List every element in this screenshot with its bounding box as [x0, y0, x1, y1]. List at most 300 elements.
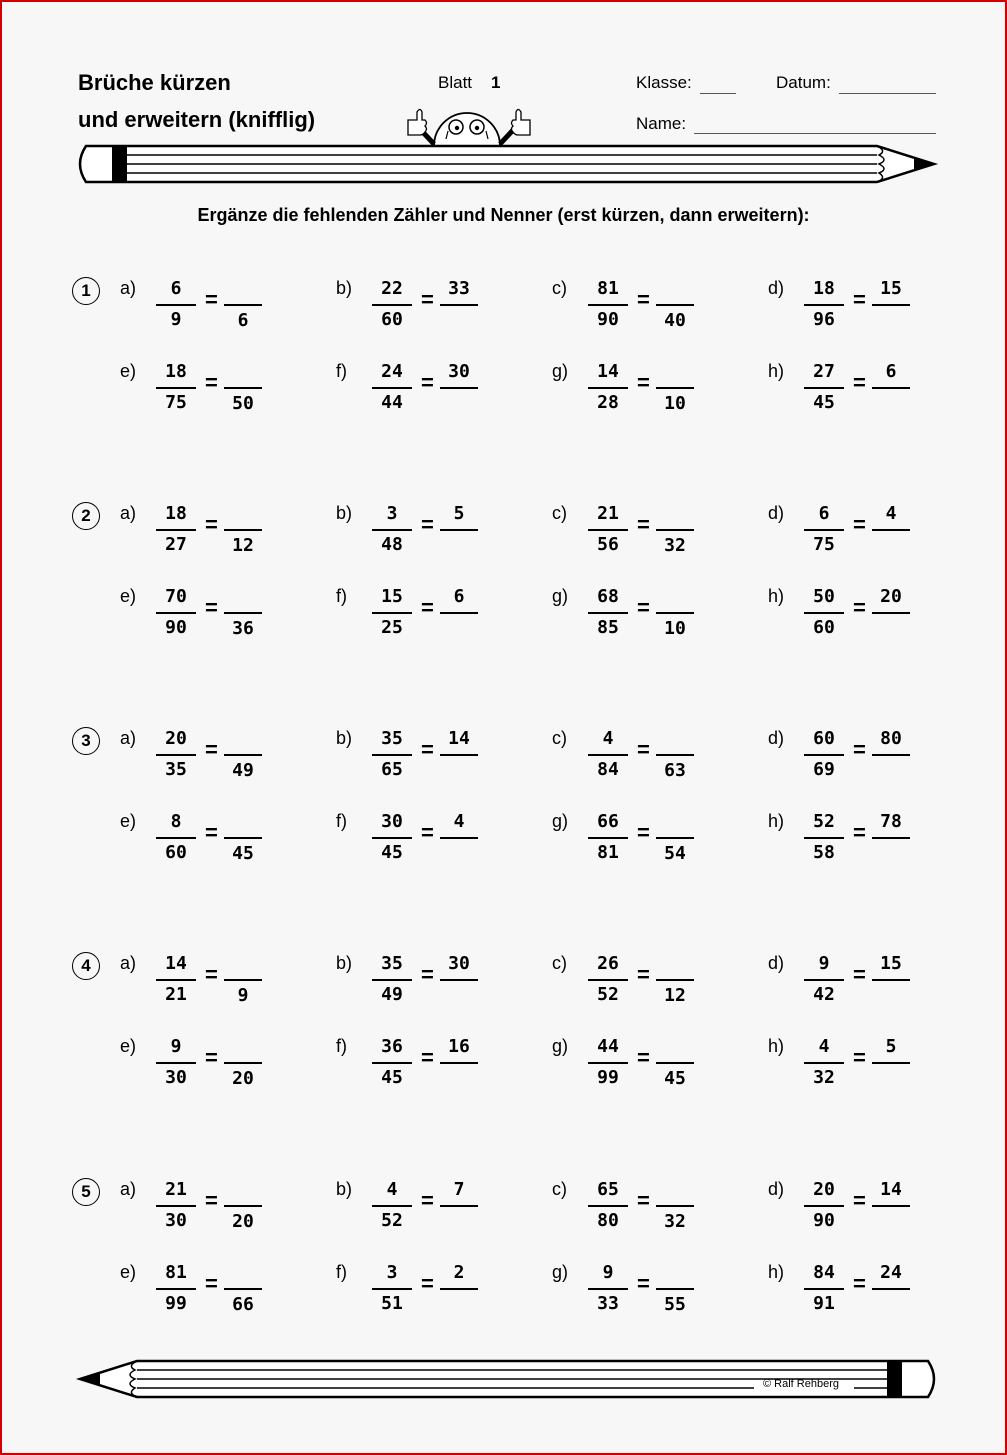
- equals-sign: =: [421, 287, 434, 312]
- answer-fraction-bar: [224, 612, 262, 614]
- fraction-problem: [552, 586, 712, 646]
- answer-numerator: 6: [453, 586, 465, 607]
- fraction-problem: [120, 586, 280, 646]
- given-denominator: 9: [170, 309, 182, 330]
- equals-sign: =: [853, 370, 866, 395]
- answer-numerator: 24: [880, 1262, 902, 1283]
- given-denominator: 27: [165, 534, 187, 555]
- fraction-problem: [552, 1262, 712, 1322]
- given-numerator: 30: [381, 811, 403, 832]
- equals-sign: =: [637, 512, 650, 537]
- fraction-bar: [156, 1288, 196, 1290]
- section-number-badge: 4: [72, 952, 100, 980]
- answer-denominator: 32: [664, 535, 686, 556]
- problem-letter: d): [768, 278, 785, 298]
- answer-fraction-bar: [872, 1205, 910, 1207]
- answer-numerator: 33: [448, 278, 470, 299]
- problem-letter: f): [336, 1036, 347, 1056]
- answer-fraction-bar: [224, 1062, 262, 1064]
- answer-denominator: 10: [664, 393, 686, 414]
- answer-numerator: 14: [448, 728, 470, 749]
- problem-letter: c): [552, 953, 567, 973]
- given-denominator: 45: [381, 1067, 403, 1088]
- equals-sign: =: [853, 962, 866, 987]
- problem-letter: g): [552, 361, 569, 381]
- equals-sign: =: [853, 820, 866, 845]
- given-denominator: 52: [597, 984, 619, 1005]
- answer-numerator: 16: [448, 1036, 470, 1057]
- given-numerator: 22: [381, 278, 403, 299]
- problem-letter: b): [336, 1179, 353, 1199]
- answer-denominator: 36: [232, 618, 254, 639]
- blatt-label: Blatt: [438, 73, 473, 92]
- problem-letter: d): [768, 953, 785, 973]
- answer-fraction-bar: [872, 387, 910, 389]
- given-numerator: 50: [813, 586, 835, 607]
- problem-letter: c): [552, 278, 567, 298]
- answer-numerator: 30: [448, 361, 470, 382]
- given-denominator: 30: [165, 1210, 187, 1231]
- title-line-1: Brüche kürzen: [78, 70, 231, 95]
- fraction-problem: [336, 728, 496, 788]
- fraction-problem: [336, 586, 496, 646]
- given-denominator: 60: [381, 309, 403, 330]
- given-denominator: 99: [597, 1067, 619, 1088]
- answer-fraction-bar: [656, 1062, 694, 1064]
- section-number-badge: 2: [72, 502, 100, 530]
- equals-sign: =: [853, 1045, 866, 1070]
- given-denominator: 75: [813, 534, 835, 555]
- equals-sign: =: [421, 962, 434, 987]
- given-denominator: 35: [165, 759, 187, 780]
- given-denominator: 60: [165, 842, 187, 863]
- name-field[interactable]: [694, 113, 936, 134]
- given-denominator: 90: [813, 1210, 835, 1231]
- problem-letter: e): [120, 811, 137, 831]
- fraction-bar: [588, 529, 628, 531]
- fraction-bar: [804, 387, 844, 389]
- problem-letter: a): [120, 953, 137, 973]
- fraction-problem: [120, 1179, 280, 1239]
- answer-denominator: 45: [664, 1068, 686, 1089]
- equals-sign: =: [853, 737, 866, 762]
- datum-field[interactable]: [839, 73, 936, 94]
- problem-letter: h): [768, 586, 785, 606]
- given-denominator: 91: [813, 1293, 835, 1314]
- problem-letter: h): [768, 811, 785, 831]
- problem-letter: f): [336, 811, 347, 831]
- given-denominator: 33: [597, 1293, 619, 1314]
- equals-sign: =: [205, 1271, 218, 1296]
- given-numerator: 84: [813, 1262, 835, 1283]
- problem-letter: g): [552, 1262, 569, 1282]
- given-denominator: 96: [813, 309, 835, 330]
- given-numerator: 65: [597, 1179, 619, 1200]
- fraction-problem: [336, 811, 496, 871]
- fraction-bar: [372, 1288, 412, 1290]
- answer-denominator: 9: [237, 985, 249, 1006]
- given-denominator: 99: [165, 1293, 187, 1314]
- fraction-problem: [336, 1262, 496, 1322]
- answer-fraction-bar: [872, 754, 910, 756]
- fraction-problem: [768, 1036, 928, 1096]
- given-numerator: 6: [818, 503, 830, 524]
- given-denominator: 85: [597, 617, 619, 638]
- given-numerator: 70: [165, 586, 187, 607]
- answer-fraction-bar: [656, 529, 694, 531]
- fraction-problem: [120, 361, 280, 421]
- answer-denominator: 20: [232, 1211, 254, 1232]
- problem-letter: b): [336, 953, 353, 973]
- given-numerator: 81: [165, 1262, 187, 1283]
- fraction-problem: [336, 278, 496, 338]
- answer-fraction-bar: [224, 979, 262, 981]
- given-numerator: 52: [813, 811, 835, 832]
- answer-denominator: 40: [664, 310, 686, 331]
- answer-numerator: 14: [880, 1179, 902, 1200]
- given-denominator: 81: [597, 842, 619, 863]
- fraction-bar: [588, 387, 628, 389]
- answer-fraction-bar: [224, 1288, 262, 1290]
- fraction-problem: [120, 278, 280, 338]
- problem-letter: g): [552, 811, 569, 831]
- answer-fraction-bar: [656, 1288, 694, 1290]
- fraction-bar: [156, 754, 196, 756]
- equals-sign: =: [853, 1188, 866, 1213]
- given-numerator: 18: [165, 503, 187, 524]
- answer-denominator: 20: [232, 1068, 254, 1089]
- fraction-bar: [804, 612, 844, 614]
- given-denominator: 49: [381, 984, 403, 1005]
- fraction-problem: [552, 1179, 712, 1239]
- given-numerator: 9: [818, 953, 830, 974]
- equals-sign: =: [421, 1188, 434, 1213]
- given-denominator: 44: [381, 392, 403, 413]
- exercise-section: [2, 278, 1005, 448]
- answer-fraction-bar: [224, 1205, 262, 1207]
- fraction-bar: [372, 612, 412, 614]
- pencil-top-icon: [74, 143, 940, 185]
- given-denominator: 52: [381, 1210, 403, 1231]
- equals-sign: =: [421, 595, 434, 620]
- exercise-section: [2, 503, 1005, 673]
- fraction-problem: [768, 278, 928, 338]
- given-denominator: 45: [381, 842, 403, 863]
- answer-numerator: 7: [453, 1179, 465, 1200]
- fraction-bar: [156, 1062, 196, 1064]
- problem-letter: f): [336, 1262, 347, 1282]
- blatt-number: 1: [491, 73, 501, 92]
- fraction-problem: [552, 953, 712, 1013]
- given-denominator: 30: [165, 1067, 187, 1088]
- answer-denominator: 63: [664, 760, 686, 781]
- answer-fraction-bar: [656, 1205, 694, 1207]
- fraction-bar: [588, 837, 628, 839]
- fraction-problem: [552, 278, 712, 338]
- answer-numerator: 5: [453, 503, 465, 524]
- equals-sign: =: [637, 737, 650, 762]
- problem-letter: h): [768, 361, 785, 381]
- given-numerator: 26: [597, 953, 619, 974]
- fraction-bar: [372, 387, 412, 389]
- problem-letter: h): [768, 1262, 785, 1282]
- answer-fraction-bar: [872, 529, 910, 531]
- answer-numerator: 78: [880, 811, 902, 832]
- answer-fraction-bar: [656, 387, 694, 389]
- given-numerator: 44: [597, 1036, 619, 1057]
- given-denominator: 84: [597, 759, 619, 780]
- given-numerator: 18: [813, 278, 835, 299]
- equals-sign: =: [205, 962, 218, 987]
- fraction-bar: [804, 837, 844, 839]
- equals-sign: =: [637, 1271, 650, 1296]
- answer-denominator: 6: [237, 310, 249, 331]
- problem-letter: b): [336, 278, 353, 298]
- fraction-problem: [768, 503, 928, 563]
- title-line-2: und erweitern (knifflig): [78, 107, 316, 132]
- answer-fraction-bar: [656, 304, 694, 306]
- problem-letter: b): [336, 728, 353, 748]
- equals-sign: =: [637, 962, 650, 987]
- given-denominator: 58: [813, 842, 835, 863]
- equals-sign: =: [421, 512, 434, 537]
- klasse-label: Klasse:: [636, 73, 692, 92]
- fraction-problem: [120, 503, 280, 563]
- answer-numerator: 20: [880, 586, 902, 607]
- fraction-bar: [372, 1205, 412, 1207]
- fraction-problem: [336, 1036, 496, 1096]
- fraction-bar: [156, 979, 196, 981]
- given-numerator: 66: [597, 811, 619, 832]
- equals-sign: =: [637, 1045, 650, 1070]
- given-numerator: 4: [602, 728, 614, 749]
- equals-sign: =: [637, 595, 650, 620]
- fraction-bar: [372, 1062, 412, 1064]
- fraction-problem: [552, 728, 712, 788]
- fraction-bar: [588, 1205, 628, 1207]
- given-numerator: 18: [165, 361, 187, 382]
- given-numerator: 14: [165, 953, 187, 974]
- fraction-bar: [804, 1288, 844, 1290]
- mascot-icon: [394, 100, 544, 146]
- equals-sign: =: [637, 820, 650, 845]
- fraction-bar: [156, 1205, 196, 1207]
- fraction-bar: [588, 979, 628, 981]
- given-denominator: 80: [597, 1210, 619, 1231]
- equals-sign: =: [205, 595, 218, 620]
- equals-sign: =: [421, 1271, 434, 1296]
- answer-fraction-bar: [872, 979, 910, 981]
- given-denominator: 51: [381, 1293, 403, 1314]
- given-numerator: 68: [597, 586, 619, 607]
- answer-numerator: 4: [453, 811, 465, 832]
- equals-sign: =: [205, 1188, 218, 1213]
- given-denominator: 90: [597, 309, 619, 330]
- given-numerator: 81: [597, 278, 619, 299]
- fraction-bar: [804, 1205, 844, 1207]
- fraction-bar: [156, 837, 196, 839]
- equals-sign: =: [205, 287, 218, 312]
- equals-sign: =: [421, 1045, 434, 1070]
- equals-sign: =: [205, 512, 218, 537]
- answer-fraction-bar: [656, 754, 694, 756]
- answer-fraction-bar: [224, 837, 262, 839]
- fraction-problem: [768, 953, 928, 1013]
- equals-sign: =: [637, 370, 650, 395]
- answer-fraction-bar: [440, 304, 478, 306]
- answer-numerator: 15: [880, 278, 902, 299]
- fraction-bar: [372, 837, 412, 839]
- answer-fraction-bar: [224, 754, 262, 756]
- fraction-problem: [768, 1262, 928, 1322]
- answer-fraction-bar: [656, 612, 694, 614]
- fraction-bar: [588, 754, 628, 756]
- problem-letter: a): [120, 503, 137, 523]
- answer-denominator: 12: [232, 535, 254, 556]
- fraction-problem: [120, 728, 280, 788]
- answer-denominator: 32: [664, 1211, 686, 1232]
- given-numerator: 9: [602, 1262, 614, 1283]
- answer-fraction-bar: [440, 837, 478, 839]
- fraction-problem: [552, 503, 712, 563]
- problem-letter: c): [552, 728, 567, 748]
- fraction-bar: [372, 754, 412, 756]
- given-numerator: 3: [386, 503, 398, 524]
- given-denominator: 56: [597, 534, 619, 555]
- equals-sign: =: [421, 370, 434, 395]
- fraction-bar: [372, 529, 412, 531]
- answer-fraction-bar: [440, 979, 478, 981]
- given-denominator: 90: [165, 617, 187, 638]
- equals-sign: =: [205, 1045, 218, 1070]
- fraction-problem: [120, 1036, 280, 1096]
- fraction-problem: [552, 1036, 712, 1096]
- given-numerator: 14: [597, 361, 619, 382]
- given-denominator: 45: [813, 392, 835, 413]
- answer-fraction-bar: [440, 1062, 478, 1064]
- given-numerator: 8: [170, 811, 182, 832]
- given-denominator: 75: [165, 392, 187, 413]
- given-denominator: 25: [381, 617, 403, 638]
- answer-fraction-bar: [440, 1205, 478, 1207]
- problem-letter: f): [336, 586, 347, 606]
- problem-letter: g): [552, 586, 569, 606]
- equals-sign: =: [853, 595, 866, 620]
- answer-denominator: 10: [664, 618, 686, 639]
- answer-fraction-bar: [872, 612, 910, 614]
- given-numerator: 24: [381, 361, 403, 382]
- answer-denominator: 45: [232, 843, 254, 864]
- answer-denominator: 49: [232, 760, 254, 781]
- problem-letter: d): [768, 503, 785, 523]
- given-numerator: 60: [813, 728, 835, 749]
- answer-fraction-bar: [224, 529, 262, 531]
- answer-numerator: 5: [885, 1036, 897, 1057]
- fraction-problem: [336, 503, 496, 563]
- equals-sign: =: [637, 287, 650, 312]
- exercise-section: [2, 1179, 1005, 1349]
- answer-fraction-bar: [224, 304, 262, 306]
- equals-sign: =: [853, 1271, 866, 1296]
- answer-numerator: 80: [880, 728, 902, 749]
- fraction-problem: [768, 1179, 928, 1239]
- given-numerator: 4: [386, 1179, 398, 1200]
- problem-letter: e): [120, 1036, 137, 1056]
- answer-denominator: 12: [664, 985, 686, 1006]
- fraction-bar: [372, 304, 412, 306]
- problem-letter: d): [768, 1179, 785, 1199]
- answer-fraction-bar: [656, 979, 694, 981]
- answer-numerator: 2: [453, 1262, 465, 1283]
- given-numerator: 6: [170, 278, 182, 299]
- equals-sign: =: [637, 1188, 650, 1213]
- answer-fraction-bar: [872, 1062, 910, 1064]
- fraction-bar: [804, 529, 844, 531]
- problem-letter: e): [120, 586, 137, 606]
- fraction-bar: [588, 1288, 628, 1290]
- given-denominator: 32: [813, 1067, 835, 1088]
- given-numerator: 36: [381, 1036, 403, 1057]
- answer-denominator: 54: [664, 843, 686, 864]
- fraction-problem: [768, 811, 928, 871]
- problem-letter: h): [768, 1036, 785, 1056]
- problem-letter: a): [120, 1179, 137, 1199]
- klasse-field[interactable]: [700, 73, 736, 94]
- fraction-bar: [156, 304, 196, 306]
- given-numerator: 4: [818, 1036, 830, 1057]
- equals-sign: =: [421, 820, 434, 845]
- given-denominator: 42: [813, 984, 835, 1005]
- fraction-bar: [804, 979, 844, 981]
- answer-denominator: 50: [232, 393, 254, 414]
- answer-fraction-bar: [872, 837, 910, 839]
- answer-numerator: 30: [448, 953, 470, 974]
- given-numerator: 35: [381, 728, 403, 749]
- equals-sign: =: [853, 512, 866, 537]
- answer-fraction-bar: [440, 612, 478, 614]
- fraction-problem: [768, 361, 928, 421]
- fraction-problem: [768, 728, 928, 788]
- fraction-problem: [336, 1179, 496, 1239]
- answer-denominator: 66: [232, 1294, 254, 1315]
- copyright-text: © Ralf Rehberg: [763, 1378, 839, 1390]
- fraction-problem: [120, 1262, 280, 1322]
- section-number-badge: 1: [72, 277, 100, 305]
- section-number-badge: 5: [72, 1178, 100, 1206]
- equals-sign: =: [205, 737, 218, 762]
- problem-letter: a): [120, 278, 137, 298]
- answer-fraction-bar: [440, 754, 478, 756]
- given-numerator: 21: [597, 503, 619, 524]
- problem-letter: f): [336, 361, 347, 381]
- fraction-bar: [372, 979, 412, 981]
- fraction-problem: [552, 811, 712, 871]
- fraction-bar: [156, 387, 196, 389]
- answer-fraction-bar: [872, 304, 910, 306]
- fraction-problem: [768, 586, 928, 646]
- problem-letter: e): [120, 1262, 137, 1282]
- given-numerator: 15: [381, 586, 403, 607]
- section-number-badge: 3: [72, 727, 100, 755]
- answer-numerator: 4: [885, 503, 897, 524]
- equals-sign: =: [205, 370, 218, 395]
- fraction-bar: [588, 304, 628, 306]
- answer-fraction-bar: [872, 1288, 910, 1290]
- equals-sign: =: [853, 287, 866, 312]
- fraction-problem: [336, 953, 496, 1013]
- name-label: Name:: [636, 114, 687, 133]
- problem-letter: a): [120, 728, 137, 748]
